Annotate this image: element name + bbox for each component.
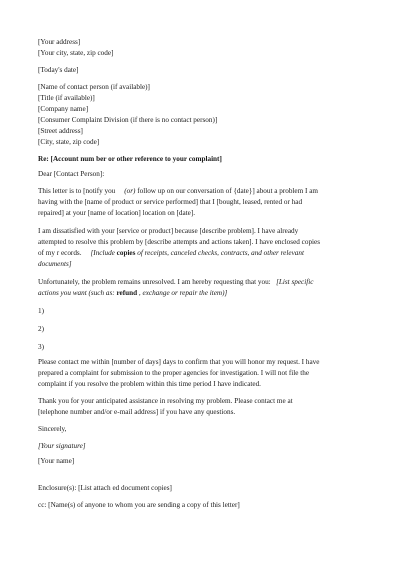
closing: Sincerely, xyxy=(38,425,67,433)
paragraph-3 xyxy=(38,277,370,299)
para4-line-1: Please contact me within [number of days] days to confirm that you will honor my request. I have xyxy=(38,358,320,366)
paragraph-5 xyxy=(38,396,370,418)
enclosure-line: Enclosure(s): [List attach ed document copies] xyxy=(38,484,172,492)
para1-text-a: This letter is to [notify you xyxy=(38,187,116,195)
para2-line-2: attempted to resolve this problem by [describe attempts and actions taken]. I have enclosed copies xyxy=(38,238,321,246)
recipient-company: [Company name] xyxy=(38,105,89,113)
letter-date: [Today's date] xyxy=(38,66,79,74)
para3-text-a: Unfortunately, the problem remains unresolved. I am hereby requesting that you: xyxy=(38,278,271,286)
para1-line-2: having with the [name of product or service performed] that I [bought, leased, rented or had xyxy=(38,198,303,206)
para4-line-2: prepared a complaint for submission to the proper agencies for investigation. I will not file the xyxy=(38,369,310,377)
sender-address: [Your address] xyxy=(38,38,81,46)
sender-city: [Your city, state, zip code] xyxy=(38,49,114,57)
para4-line-3: complaint if you resolve the problem within this time period I have indicated. xyxy=(38,380,261,388)
salutation: Dear [Contact Person]: xyxy=(38,170,105,178)
para3-text-b: [List specific xyxy=(276,278,314,286)
para1-text-c: follow up on our conversation of {date}] about a problem I am xyxy=(137,187,318,195)
para5-line-2: [telephone number and/or e-mail address] if you have any questions. xyxy=(38,408,236,416)
letter-body xyxy=(38,37,370,511)
para2-copies: copies xyxy=(116,249,136,257)
list-item-1: 1) xyxy=(38,307,44,315)
para1-line-3: repaired] at your [name of location] location on [date]. xyxy=(38,209,196,217)
para2-line-1: I am dissatisfied with your [service or product] because [describe problem]. I have already xyxy=(38,227,299,235)
paragraph-1 xyxy=(38,186,370,219)
para3-text-c: actions you want (such as: xyxy=(38,289,115,297)
your-name: [Your name] xyxy=(38,457,75,465)
recipient-division: [Consumer Complaint Division (if there is no contact person)] xyxy=(38,116,218,124)
para1-or: (or) xyxy=(124,187,136,195)
para5-line-1: Thank you for your anticipated assistance in resolving my problem. Please contact me at xyxy=(38,397,293,405)
cc-line: cc: [Name(s) of anyone to whom you are sending a copy of this letter] xyxy=(38,501,240,509)
para3-text-e: , exchange or repair the item)] xyxy=(138,289,228,297)
list-item-2: 2) xyxy=(38,325,44,333)
para2-include: [Include xyxy=(90,249,115,257)
list-item-3: 3) xyxy=(38,343,44,351)
para2-line-4: documents] xyxy=(38,260,72,268)
signature: [Your signature] xyxy=(38,442,86,450)
paragraph-2 xyxy=(38,226,370,270)
recipient-name: [Name of contact person (if available)] xyxy=(38,83,150,91)
para2-text-d: of receipts, canceled checks, contracts, and other relevant xyxy=(137,249,304,257)
para2-text-a: of my r ecords. xyxy=(38,249,82,257)
recipient-title: [Title (if available)] xyxy=(38,94,95,102)
para3-refund: refund xyxy=(116,289,138,297)
recipient-city: [City, state, zip code] xyxy=(38,138,100,146)
re-line: Re: [Account num ber or other reference to your complaint] xyxy=(38,155,222,163)
paragraph-4 xyxy=(38,357,370,390)
recipient-street: [Street address] xyxy=(38,127,83,135)
